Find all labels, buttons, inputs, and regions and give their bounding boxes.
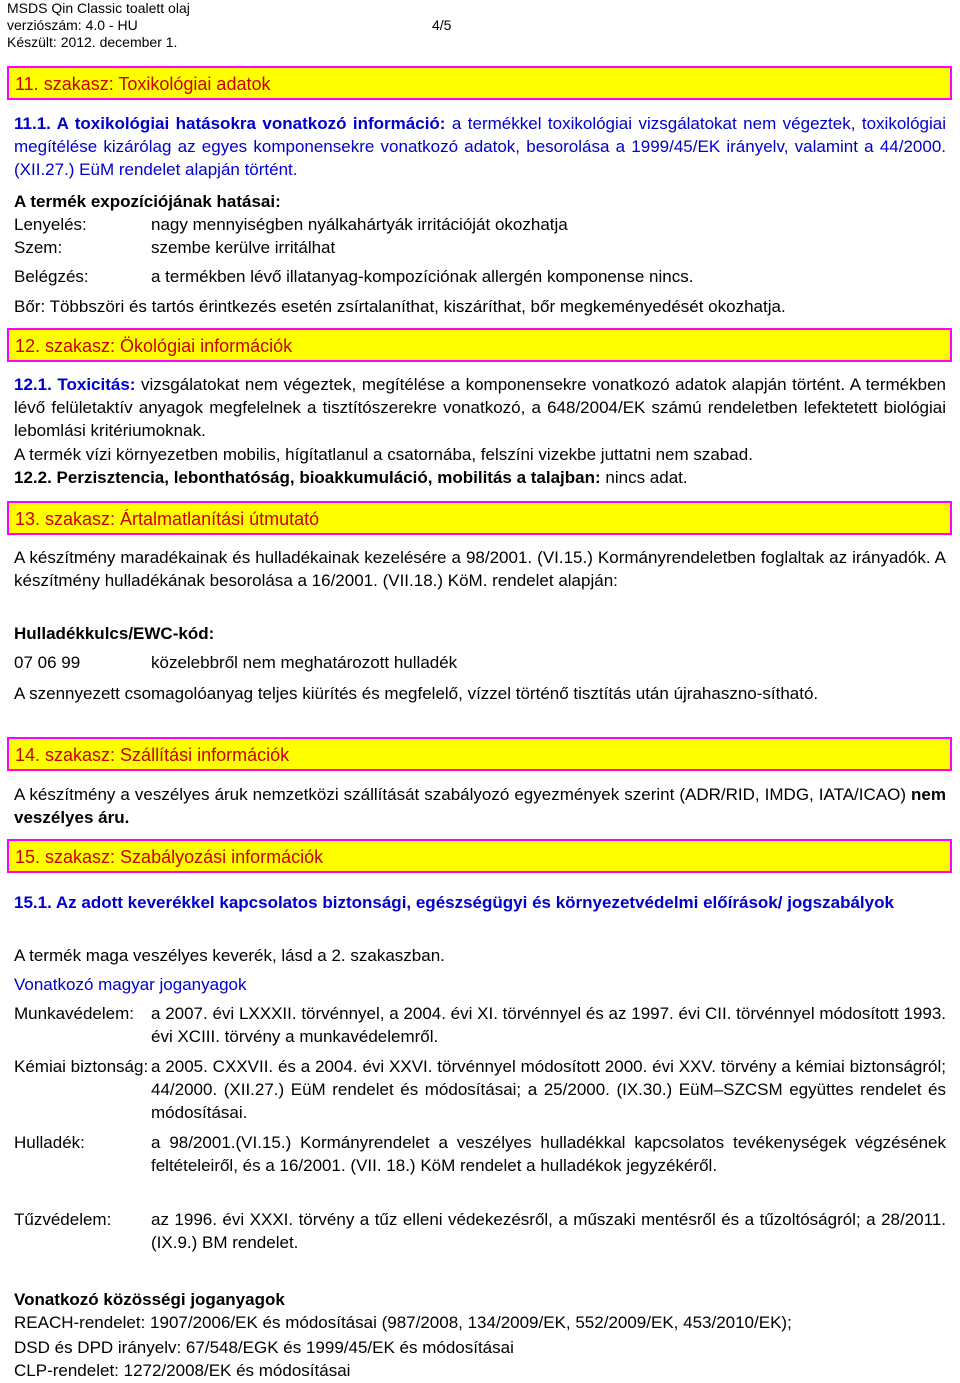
law-label: Munkavédelem: [14, 1004, 135, 1023]
eu-law-line: CLP-rendelet: 1272/2008/EK és módosításai [14, 1361, 351, 1380]
law-text: a 98/2001.(VI.15.) Kormányrendelet a veszélyes hulladékkal kapcsolatos tevékenységek végzésének feltételeiről, és a 16/2001. (VII. 18.) KöM rendelet a hulladékok jegyzékéről. [151, 1133, 946, 1175]
section-15-intro: A termék maga veszélyes keverék, lásd a 2. szakaszban. [14, 946, 445, 965]
date-line: Készült: 2012. december 1. [7, 34, 178, 50]
exposure-heading: A termék expozíciójának hatásai: [14, 192, 281, 211]
section-14-title: 14. szakasz: Szállítási információk [15, 745, 290, 765]
law-label: Tűzvédelem: [14, 1210, 112, 1229]
law-text: a 2005. CXXVII. és a 2004. évi XXVI. törvénnyel módosított 2000. évi XXV. törvény a kémiai biztonságról; 44/2000. (XII.27.) EüM rendelet és módosításai; a 25/2000. (IX.30.) EüM–SZCSM együttes rendelet és módosításai. [151, 1057, 946, 1122]
section-12-1-text: vizsgálatokat nem végeztek, megítélése a komponensekre vonatkozó adatok alapján történt. A termékben lévő felületaktív anyagok megfelelnek a tisztítószerekre vonatkozó, a 648/2004/EK számú rendeletben lefektetett biológiai lebomlási kritériumoknak. [14, 375, 946, 440]
section-12-2-paragraph [14, 466, 946, 489]
eu-law-line: REACH-rendelet: 1907/2006/EK és módosításai (987/2008, 134/2009/EK, 552/2009/EK, 453/2010/EK); [14, 1313, 792, 1332]
section-11-title-box [7, 66, 952, 100]
law-label: Kémiai biztonság: [14, 1057, 149, 1076]
law-text: a 2007. évi LXXXII. törvénnyel, a 2004. évi XI. törvénnyel és az 1997. évi CII. törvénnyel módosított 1993. évi XCIII. törvény a munkavédelemről. [151, 1004, 946, 1046]
hu-law-heading: Vonatkozó magyar joganyagok [14, 975, 247, 994]
document-header [7, 0, 190, 51]
version-line: verziószám: 4.0 - HU [7, 17, 138, 33]
section-12-title: 12. szakasz: Ökológiai információk [15, 336, 293, 356]
section-12-2-label: 12.2. Perzisztencia, lebonthatóság, bioakkumuláció, mobilitás a talajban: [14, 468, 601, 487]
ewc-heading: Hulladékkulcs/EWC-kód: [14, 624, 215, 643]
law-label: Hulladék: [14, 1133, 85, 1152]
section-15-1-label: 15.1. Az adott keverékkel kapcsolatos biztonsági, egészségügyi és környezetvédelmi előírások/ jogszabályok [14, 893, 894, 912]
section-12-title-box [7, 328, 952, 362]
section-12-mobility: A termék vízi környezetben mobilis, hígítatlanul a csatornába, felszíni vizekbe juttatni nem szabad. [14, 445, 753, 464]
section-13-title: 13. szakasz: Ártalmatlanítási útmutató [15, 509, 320, 529]
skin-effect: Bőr: Többszöri és tartós érintkezés esetén zsírtalaníthat, kiszáríthat, bőr megkeményedését okozhatja. [14, 297, 786, 316]
section-14-paragraph [14, 783, 946, 829]
section-14-title-box [7, 737, 952, 771]
section-12-1-label: 12.1. Toxicitás: [14, 375, 136, 394]
section-12-paragraph [14, 373, 946, 442]
eu-law-heading: Vonatkozó közösségi joganyagok [14, 1290, 285, 1309]
section-11-1-text: a termékkel toxikológiai vizsgálatokat nem végeztek, toxikológiai megítélése kizárólag az egyes komponensekre vonatkozó adatok, besorolása a 1999/45/EK irányelv, valamint a 44/2000. (XII.27.) EüM rendelet alapján történt. [14, 114, 946, 179]
transport-text: A készítmény a veszélyes áruk nemzetközi szállítását szabályozó egyezmények szerint (ADR/RID, IMDG, IATA/ICAO) [14, 785, 912, 804]
eu-law-line: DSD és DPD irányelv: 67/548/EGK és 1999/45/EK és módosításai [14, 1338, 514, 1357]
section-11-1-label: 11.1. A toxikológiai hatásokra vonatkozó információ: [14, 114, 446, 133]
packaging-paragraph: A szennyezett csomagolóanyag teljes kiürítés és megfelelő, vízzel történő tisztítás után újrahaszno-sítható. [14, 684, 819, 703]
ewc-description: közelebbről nem meghatározott hulladék [151, 653, 458, 672]
page-number: 4/5 [432, 17, 452, 33]
product-name: MSDS Qin Classic toalett olaj [7, 0, 190, 16]
effect-label: Lenyelés: [14, 215, 87, 234]
transport-status: nem veszélyes áru. [14, 785, 946, 827]
section-13-paragraph: A készítmény maradékainak és hulladékainak kezelésére a 98/2001. (VI.15.) Kormányrendeletben foglaltak az irányadók. A készítmény hulladékának besorolása a 16/2001. (VII.18.) KöM. rendelet alapján: [14, 548, 946, 590]
section-13-title-box [7, 501, 952, 535]
section-11-title: 11. szakasz: Toxikológiai adatok [15, 74, 271, 94]
effect-label: Belégzés: [14, 267, 89, 286]
section-15-title: 15. szakasz: Szabályozási információk [15, 847, 324, 867]
effect-text: szembe kerülve irritálhat [151, 238, 336, 257]
section-12-2-text: nincs adat. [600, 468, 688, 487]
law-text: az 1996. évi XXXI. törvény a tűz elleni védekezésről, a műszaki mentésről és a tűzoltóságról; a 28/2011. (IX.9.) BM rendelet. [151, 1210, 946, 1252]
effect-label: Szem: [14, 238, 63, 257]
section-15-title-box [7, 839, 952, 873]
section-11-paragraph [14, 112, 946, 181]
effect-text: nagy mennyiségben nyálkahártyák irritációját okozhatja [151, 215, 568, 234]
effect-text: a termékben lévő illatanyag-kompozíciónak allergén komponense nincs. [151, 267, 694, 286]
ewc-code: 07 06 99 [14, 653, 81, 672]
